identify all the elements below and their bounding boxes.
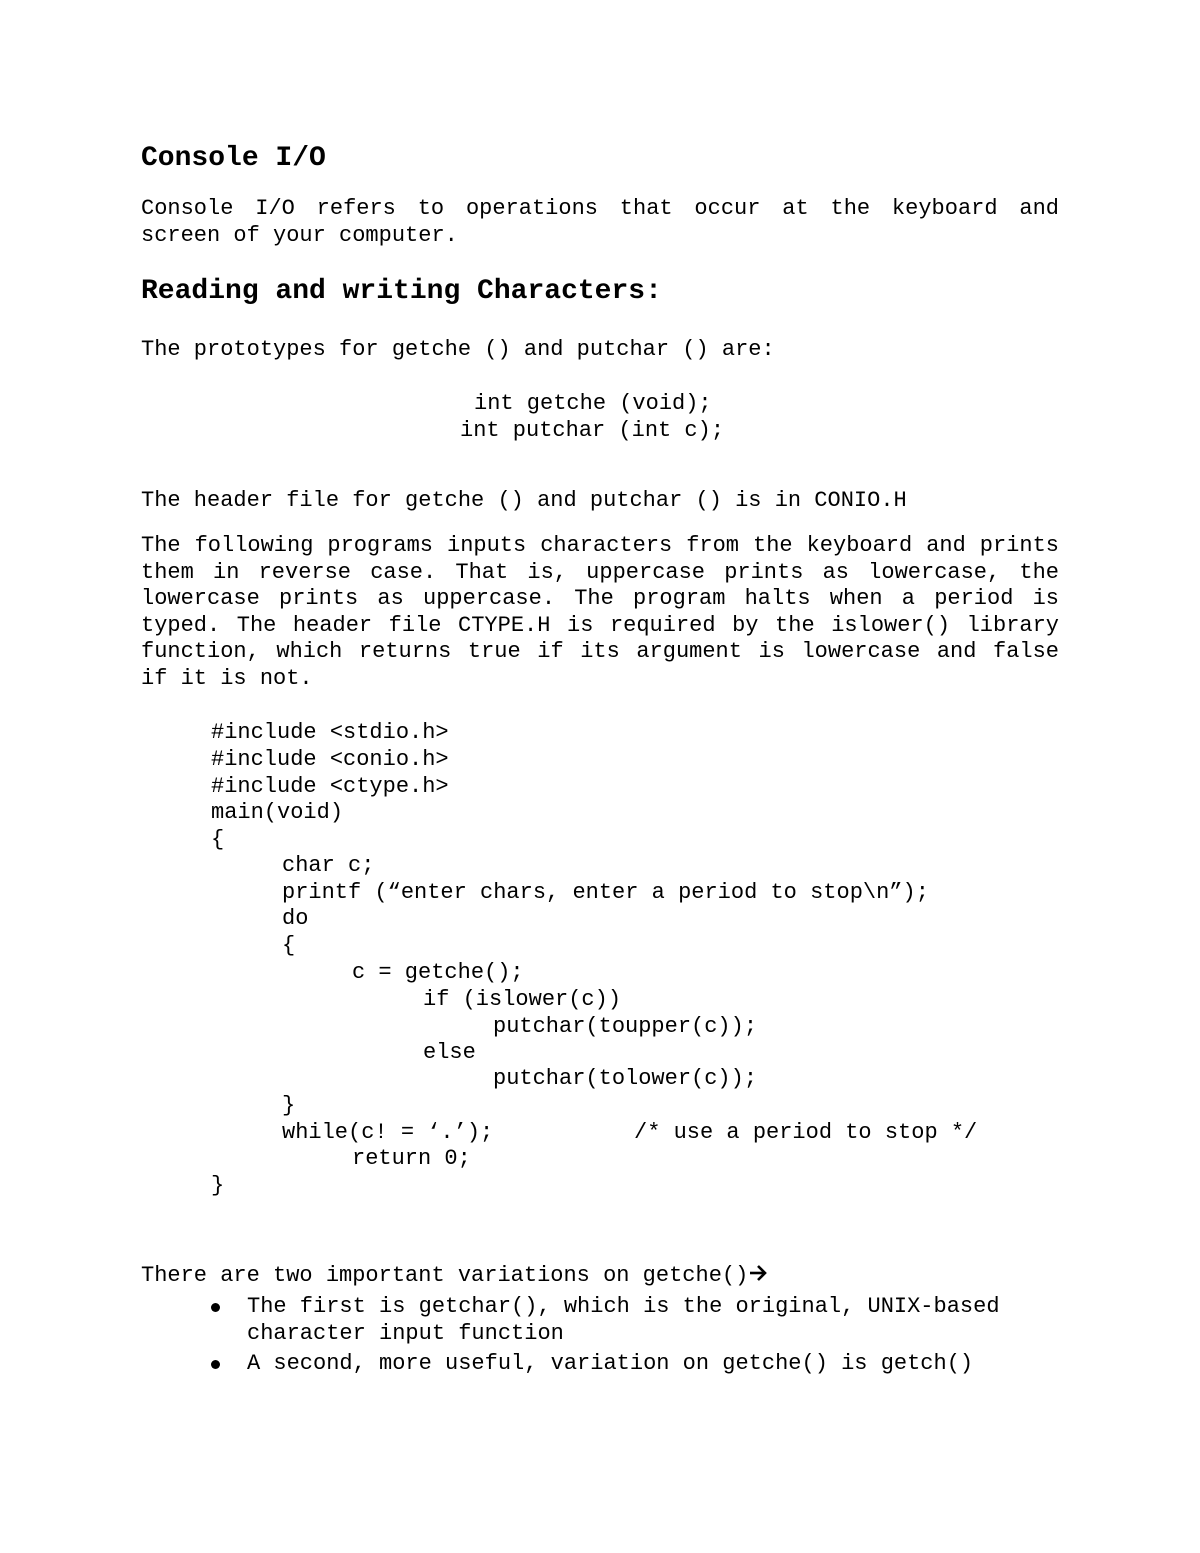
- code-line: #include <conio.h>: [211, 747, 449, 772]
- list-item: A second, more useful, variation on getche() is getch(): [247, 1351, 974, 1376]
- prototypes-intro: The prototypes for getche () and putchar () are:: [141, 337, 775, 362]
- code-line: {: [282, 933, 296, 958]
- section-heading: Reading and writing Characters:: [141, 276, 662, 307]
- code-comment: /* use a period to stop */: [634, 1120, 978, 1145]
- code-line: printf (“enter chars, enter a period to stop\n”);: [282, 880, 929, 905]
- code-line: #include <stdio.h>: [211, 720, 449, 745]
- prototype-putchar: int putchar (int c);: [460, 418, 725, 443]
- list-item: The first is getchar(), which is the original, UNIX-based: [247, 1294, 1000, 1319]
- bullet-icon: [211, 1303, 220, 1312]
- code-line: putchar(toupper(c));: [493, 1014, 758, 1039]
- intro-paragraph: Console I/O refers to operations that occur at the keyboard and screen of your computer.: [141, 196, 1059, 248]
- code-line: main(void): [211, 800, 344, 825]
- variations-intro: [141, 1263, 768, 1290]
- code-line: while(c! = ‘.’);: [282, 1120, 494, 1145]
- code-line: char c;: [282, 853, 375, 878]
- code-line: c = getche();: [352, 960, 524, 985]
- page-title: Console I/O: [141, 143, 326, 174]
- list-item-continued: character input function: [247, 1321, 564, 1346]
- code-line: {: [211, 827, 225, 852]
- prototype-getche: int getche (void);: [474, 391, 712, 416]
- code-line: putchar(tolower(c));: [493, 1066, 758, 1091]
- code-line: }: [211, 1173, 225, 1198]
- code-line: do: [282, 906, 309, 931]
- header-note: The header file for getche () and putchar () is in CONIO.H: [141, 488, 907, 513]
- code-line: if (islower(c)): [423, 987, 622, 1012]
- variations-intro-text: There are two important variations on getche(): [141, 1263, 749, 1288]
- code-line: }: [282, 1093, 296, 1118]
- program-description: The following programs inputs characters from the keyboard and prints them in reverse case. That is, uppercase prints as lowercase, the lowercase prints as uppercase. The program halts when a period is typed. The header file CTYPE.H is required by the islower() library function, which returns true if its argument is lowercase and false if it is not.: [141, 533, 1059, 691]
- bullet-icon: [211, 1360, 220, 1369]
- code-line: #include <ctype.h>: [211, 774, 449, 799]
- code-line: else: [423, 1040, 476, 1065]
- arrow-right-icon: [748, 1263, 768, 1283]
- code-line: return 0;: [352, 1146, 471, 1171]
